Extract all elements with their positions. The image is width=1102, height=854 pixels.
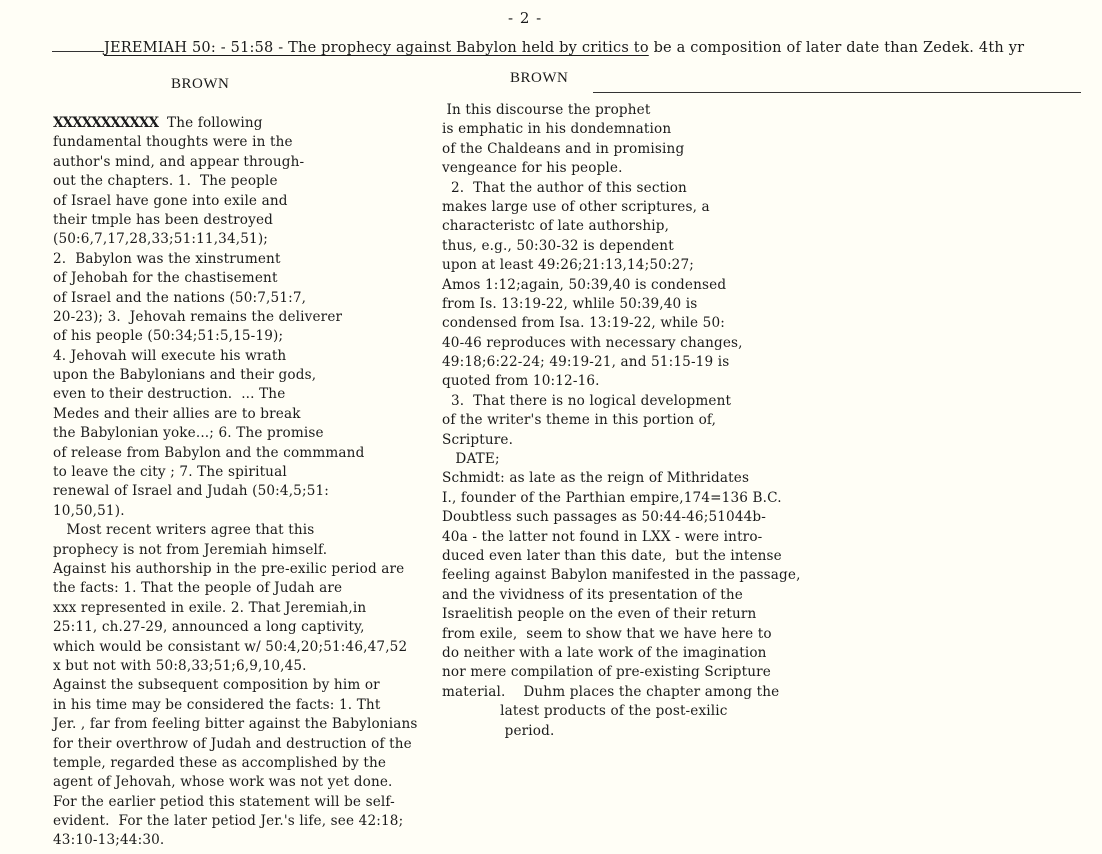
text-line: vengeance for his people. (442, 160, 623, 177)
text-line: author's mind, and appear through- (53, 153, 305, 170)
text-line: evident. For the later petiod Jer.'s life, see 42:18; (53, 813, 404, 830)
right-column-text (442, 101, 801, 741)
document-heading (52, 40, 1024, 56)
text-line: 43:10-13;44:30. (53, 832, 165, 849)
text-line: thus, e.g., 50:30-32 is dependent (442, 237, 674, 254)
text-line: Amos 1:12;again, 50:39,40 is condensed (442, 276, 727, 293)
text-line: even to their destruction. ... The (53, 386, 286, 403)
text-line: the Babylonian yoke...; 6. The promise (53, 425, 324, 442)
left-column-heading: BROWN (171, 76, 230, 92)
text-line: DATE; (442, 451, 500, 468)
text-line: is emphatic in his dondemnation (442, 121, 672, 138)
text-line: feeling against Babylon manifested in the passage, (442, 567, 801, 584)
text-line: 3. That there is no logical development (442, 392, 732, 409)
heading-lead-rule (52, 51, 104, 52)
page-number: - 2 - (508, 9, 543, 27)
text-line: prophecy is not from Jeremiah himself. (53, 541, 328, 558)
text-line: I., founder of the Parthian empire,174=136 B.C. (442, 489, 782, 506)
text-line: 40-46 reproduces with necessary changes, (442, 334, 743, 351)
text-line: 10,50,51). (53, 502, 125, 519)
text-line: out the chapters. 1. The people (53, 173, 278, 190)
text-line: of the Chaldeans and in promising (442, 140, 685, 157)
text-line: from exile, seem to show that we have here to (442, 625, 772, 642)
text-line: and the vividness of its presentation of the (442, 586, 743, 603)
text-line: which would be consistant w/ 50:4,20;51:46,47,52 (53, 638, 408, 655)
text-line: Scripture. (442, 431, 514, 448)
text-line: in his time may be considered the facts: 1. Tht (53, 696, 381, 713)
text-line: 40a - the latter not found in LXX - were intro- (442, 528, 763, 545)
text-line: the facts: 1. That the people of Judah are (53, 580, 343, 597)
text-line: of Israel and the nations (50:7,51:7, (53, 289, 307, 306)
text-line: renewal of Israel and Judah (50:4,5;51: (53, 483, 330, 500)
right-column-heading: BROWN (510, 70, 569, 86)
text-line: of Israel have gone into exile and (53, 192, 288, 209)
text-line: of the writer's theme in this portion of, (442, 412, 717, 429)
text-line: upon the Babylonians and their gods, (53, 367, 317, 384)
text-line: of Jehobah for the chastisement (53, 270, 278, 287)
text-line: x but not with 50:8,33;51;6,9,10,45. (53, 657, 307, 674)
text-line: 2. Babylon was the xinstrument (53, 250, 281, 267)
left-column-text (53, 114, 418, 851)
text-line: (50:6,7,17,28,33;51:11,34,51); (53, 231, 269, 248)
text-line: Against the subsequent composition by him or (53, 677, 380, 694)
text-line: 25:11, ch.27-29, announced a long captivity, (53, 619, 365, 636)
text-line: Israelitish people on the even of their return (442, 606, 757, 623)
text-line: period. (442, 722, 555, 739)
text-line: from Is. 13:19-22, whlile 50:39,40 is (442, 295, 698, 312)
text-line: to leave the city ; 7. The spiritual (53, 464, 287, 481)
text-line: 20-23); 3. Jehovah remains the deliverer (53, 308, 343, 325)
text-line: Schmidt: as late as the reign of Mithridates (442, 470, 750, 487)
struck-out-text: XXXXXXXXXXX (53, 115, 159, 131)
right-heading-rule (593, 92, 1081, 93)
text-line: agent of Jehovah, whose work was not yet done. (53, 774, 393, 791)
text-line: xxx represented in exile. 2. That Jeremiah,in (53, 599, 367, 616)
text-line: XXXXXXXXXXX The following (53, 115, 263, 131)
text-line: nor mere compilation of pre-existing Scripture (442, 664, 771, 681)
text-line: of release from Babylon and the commmand (53, 444, 365, 461)
text-line: do neither with a late work of the imagination (442, 644, 767, 661)
text-line: Jer. , far from feeling bitter against the Babylonians (53, 716, 418, 733)
text-line: For the earlier petiod this statement will be self- (53, 793, 395, 810)
text-line: condensed from Isa. 13:19-22, while 50: (442, 315, 726, 332)
text-line: fundamental thoughts were in the (53, 134, 293, 151)
text-line: Most recent writers agree that this (53, 522, 315, 539)
heading-underlined-text: JEREMIAH 50: - 51:58 - The prophecy against Babylon held by critics to (104, 40, 649, 56)
text-line: duced even later than this date, but the intense (442, 547, 782, 564)
text-line: quoted from 10:12-16. (442, 373, 600, 390)
text-line: material. Duhm places the chapter among the (442, 683, 780, 700)
text-line: temple, regarded these as accomplished by the (53, 754, 387, 771)
text-line: 4. Jehovah will execute his wrath (53, 347, 287, 364)
text-line: In this discourse the prophet (442, 102, 651, 118)
text-line: 49:18;6:22-24; 49:19-21, and 51:15-19 is (442, 354, 730, 371)
text-line: upon at least 49:26;21:13,14;50:27; (442, 257, 694, 274)
text-line: latest products of the post-exilic (442, 703, 728, 720)
text-line: makes large use of other scriptures, a (442, 198, 710, 215)
text-line: 2. That the author of this section (442, 179, 687, 196)
text-line: Against his authorship in the pre-exilic period are (53, 560, 405, 577)
text-line: characteristc of late authorship, (442, 218, 670, 235)
text-line: Medes and their allies are to break (53, 405, 301, 422)
text-line: of his people (50:34;51:5,15-19); (53, 328, 284, 345)
text-line: Doubtless such passages as 50:44-46;51044b- (442, 509, 767, 526)
text-line: for their overthrow of Judah and destruction of the (53, 735, 412, 752)
heading-rest-text: be a composition of later date than Zedek. 4th yr (648, 40, 1025, 56)
text-line: their tmple has been destroyed (53, 211, 274, 228)
